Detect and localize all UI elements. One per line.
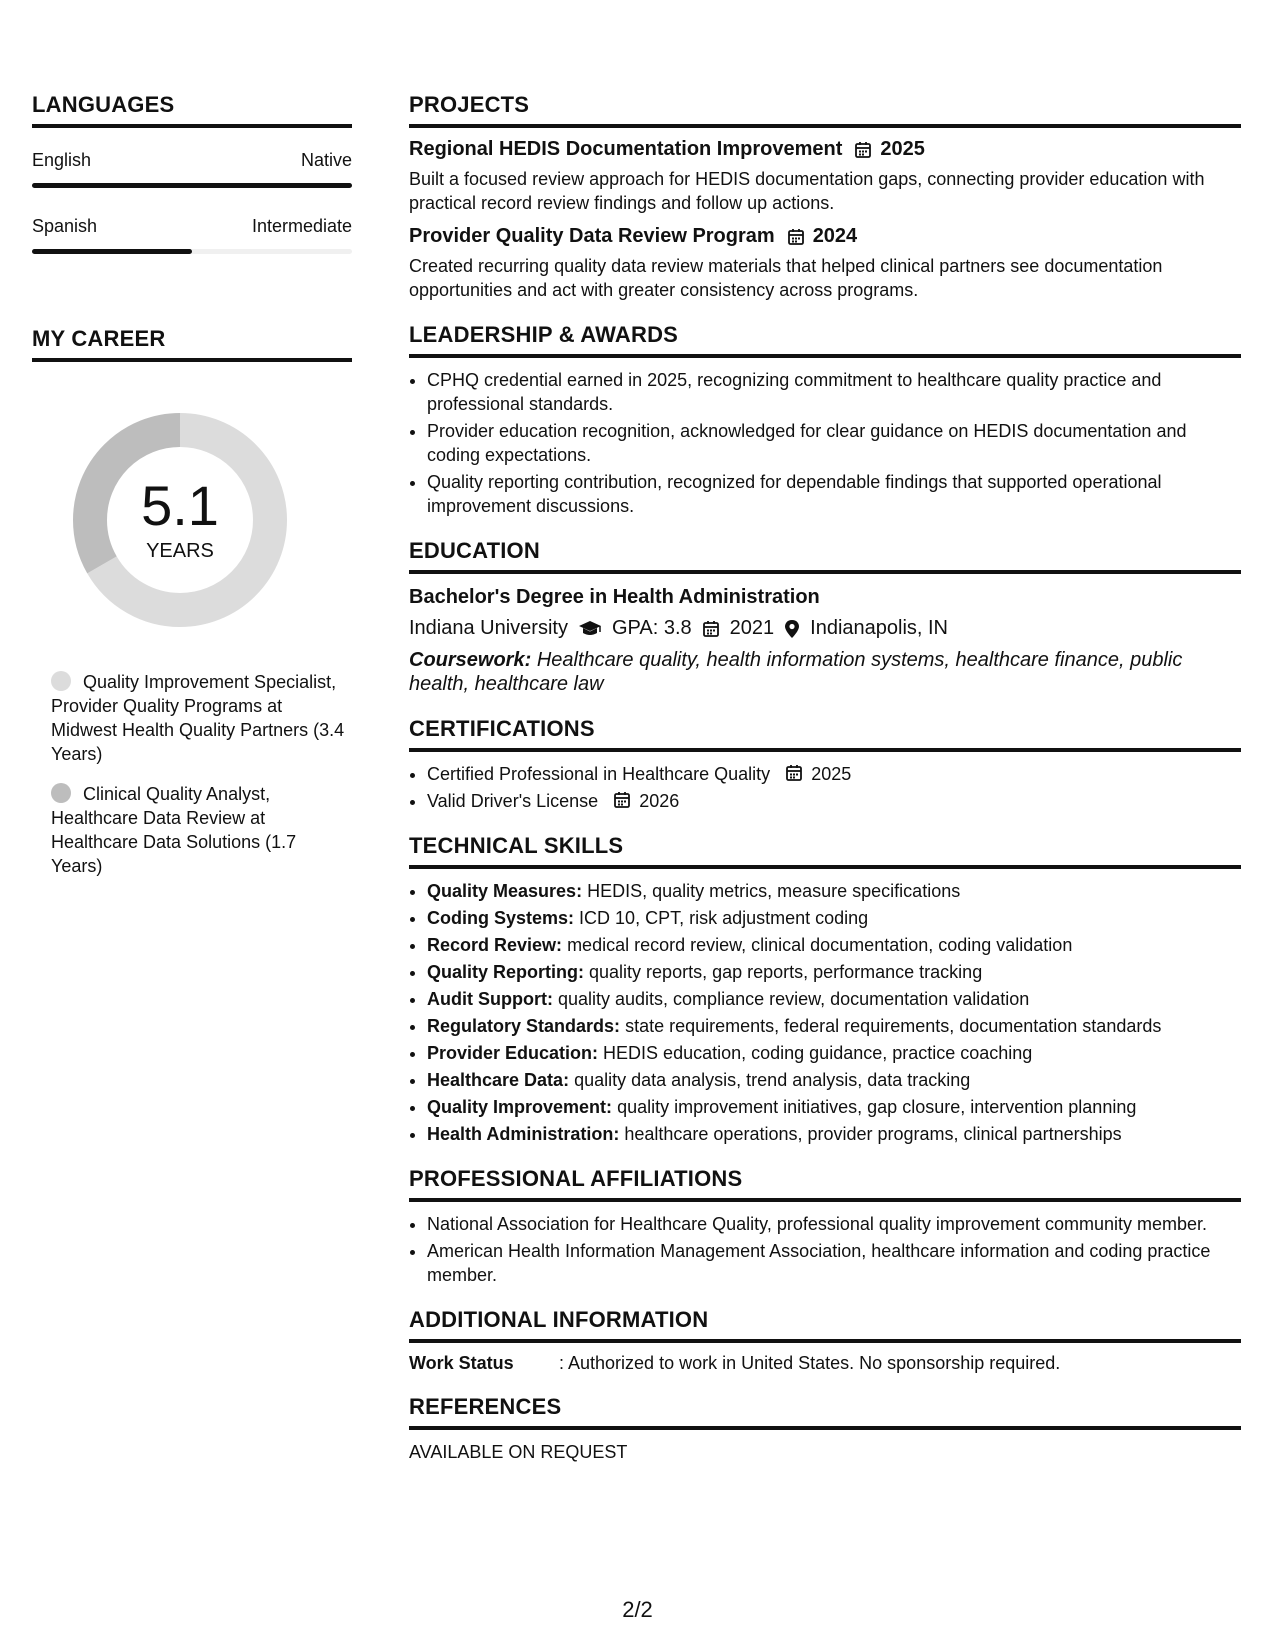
left-column bbox=[32, 92, 352, 894]
skill-item bbox=[427, 879, 1241, 903]
coursework-text: Healthcare quality, health information systems, healthcare finance, public health, healthcare law bbox=[409, 649, 1183, 695]
map-pin-icon bbox=[784, 619, 800, 639]
career-total-unit: YEARS bbox=[146, 539, 214, 562]
career-legend-label: Quality Improvement Specialist, Provider Quality Programs at Midwest Health Quality Partners (3.4 Years) bbox=[51, 672, 345, 764]
language-level-bar bbox=[32, 183, 352, 188]
certification-item bbox=[427, 762, 1241, 786]
skills-title: TECHNICAL SKILLS bbox=[409, 833, 1241, 869]
education-title: EDUCATION bbox=[409, 538, 1241, 574]
references-section bbox=[409, 1394, 1241, 1463]
skill-item bbox=[427, 1095, 1241, 1119]
calendar-icon bbox=[854, 141, 872, 159]
skill-text: medical record review, clinical documentation, coding validation bbox=[567, 935, 1073, 955]
calendar-icon bbox=[613, 791, 631, 809]
skill-text: quality data analysis, trend analysis, data tracking bbox=[574, 1070, 971, 1090]
project-item bbox=[409, 225, 1241, 302]
certifications-section bbox=[409, 716, 1241, 813]
skill-text: quality reports, gap reports, performance tracking bbox=[589, 962, 983, 982]
career-legend bbox=[51, 670, 352, 878]
project-year: 2025 bbox=[880, 138, 925, 160]
skill-item bbox=[427, 933, 1241, 957]
skill-label: Healthcare Data: bbox=[427, 1070, 570, 1090]
skill-label: Coding Systems: bbox=[427, 908, 575, 928]
certification-name: Valid Driver's License bbox=[427, 791, 599, 811]
language-item bbox=[32, 216, 352, 254]
projects-section bbox=[409, 92, 1241, 302]
leadership-title: LEADERSHIP & AWARDS bbox=[409, 322, 1241, 358]
graduation-cap-icon bbox=[578, 620, 602, 638]
language-name: Spanish bbox=[32, 216, 98, 236]
skills-list bbox=[409, 879, 1241, 1146]
education-coursework bbox=[409, 648, 1241, 696]
language-level: Intermediate bbox=[251, 216, 352, 236]
education-degree: Bachelor's Degree in Health Administration bbox=[409, 586, 820, 608]
skills-section bbox=[409, 833, 1241, 1146]
skill-item bbox=[427, 987, 1241, 1011]
right-column bbox=[409, 92, 1241, 1463]
list-item: • Quality reporting contribution, recognized for dependable findings that supported operational improvement discussions. bbox=[427, 470, 1241, 518]
career-legend-item bbox=[51, 670, 352, 766]
list-item: • American Health Information Management Association, healthcare information and coding practice member. bbox=[427, 1239, 1241, 1287]
calendar-icon bbox=[787, 228, 805, 246]
skill-item bbox=[427, 1014, 1241, 1038]
skill-label: Regulatory Standards: bbox=[427, 1016, 621, 1036]
skill-label: Quality Reporting: bbox=[427, 962, 584, 982]
leadership-list bbox=[409, 368, 1241, 518]
project-name: Regional HEDIS Documentation Improvement bbox=[409, 138, 843, 160]
skill-label: Record Review: bbox=[427, 935, 563, 955]
calendar-icon bbox=[702, 620, 720, 638]
skill-label: Provider Education: bbox=[427, 1043, 599, 1063]
certification-item bbox=[427, 789, 1241, 813]
skill-item bbox=[427, 906, 1241, 930]
additional-section bbox=[409, 1307, 1241, 1374]
skill-text: HEDIS education, coding guidance, practice coaching bbox=[603, 1043, 1033, 1063]
list-item: • National Association for Healthcare Quality, professional quality improvement community member. bbox=[427, 1212, 1241, 1236]
skill-item bbox=[427, 1068, 1241, 1092]
certification-year: 2025 bbox=[811, 764, 852, 784]
work-status-row bbox=[409, 1353, 1241, 1374]
skill-text: quality audits, compliance review, documentation validation bbox=[557, 989, 1030, 1009]
career-legend-label: Clinical Quality Analyst, Healthcare Data Review at Healthcare Data Solutions (1.7 Years) bbox=[51, 784, 297, 876]
education-year: 2021 bbox=[729, 617, 775, 639]
skill-text: quality improvement initiatives, gap closure, intervention planning bbox=[617, 1097, 1137, 1117]
additional-title: ADDITIONAL INFORMATION bbox=[409, 1307, 1241, 1343]
career-total-value: 5.1 bbox=[141, 473, 219, 537]
project-description: Created recurring quality data review materials that helped clinical partners see documentation opportunities and act with greater consistency across programs. bbox=[409, 256, 1163, 300]
education-school: Indiana University bbox=[409, 617, 568, 639]
legend-dot-icon bbox=[51, 671, 71, 691]
affiliations-list bbox=[409, 1212, 1241, 1287]
language-level-bar bbox=[32, 249, 352, 254]
skill-text: state requirements, federal requirements, documentation standards bbox=[625, 1016, 1162, 1036]
affiliations-title: PROFESSIONAL AFFILIATIONS bbox=[409, 1166, 1241, 1202]
skill-item bbox=[427, 1041, 1241, 1065]
leadership-section bbox=[409, 322, 1241, 518]
project-name: Provider Quality Data Review Program bbox=[409, 225, 775, 247]
language-item bbox=[32, 150, 352, 188]
certification-year: 2026 bbox=[639, 791, 680, 811]
project-year: 2024 bbox=[812, 225, 858, 247]
skill-item bbox=[427, 960, 1241, 984]
skill-item bbox=[427, 1122, 1241, 1146]
skill-text: ICD 10, CPT, risk adjustment coding bbox=[579, 908, 869, 928]
certification-name: Certified Professional in Healthcare Quality bbox=[427, 764, 771, 784]
skill-text: HEDIS, quality metrics, measure specifications bbox=[587, 881, 961, 901]
references-title: REFERENCES bbox=[409, 1394, 1241, 1430]
certifications-list bbox=[409, 762, 1241, 813]
career-donut-chart bbox=[66, 406, 294, 634]
skill-text: healthcare operations, provider programs, clinical partnerships bbox=[624, 1124, 1122, 1144]
calendar-icon bbox=[785, 764, 803, 782]
skill-label: Audit Support: bbox=[427, 989, 553, 1009]
skill-label: Quality Measures: bbox=[427, 881, 583, 901]
language-level-bar-fill bbox=[32, 183, 352, 188]
legend-dot-icon bbox=[51, 783, 71, 803]
language-name: English bbox=[32, 150, 92, 170]
language-level-bar-fill bbox=[32, 249, 192, 254]
references-text: AVAILABLE ON REQUEST bbox=[409, 1442, 628, 1462]
skill-label: Health Administration: bbox=[427, 1124, 620, 1144]
career-title: MY CAREER bbox=[32, 326, 352, 362]
list-item: • CPHQ credential earned in 2025, recognizing commitment to healthcare quality practice and professional standards. bbox=[427, 368, 1241, 416]
certifications-title: CERTIFICATIONS bbox=[409, 716, 1241, 752]
language-level: Native bbox=[300, 150, 352, 170]
page-number: 2/2 bbox=[622, 1597, 653, 1622]
affiliations-section bbox=[409, 1166, 1241, 1287]
projects-title: PROJECTS bbox=[409, 92, 1241, 128]
skill-label: Quality Improvement: bbox=[427, 1097, 613, 1117]
languages-title: LANGUAGES bbox=[32, 92, 352, 128]
work-status-value: : Authorized to work in United States. No sponsorship required. bbox=[559, 1353, 1061, 1373]
coursework-label: Coursework: bbox=[409, 649, 532, 671]
education-gpa: GPA: 3.8 bbox=[611, 617, 692, 639]
education-section bbox=[409, 538, 1241, 696]
work-status-label: Work Status bbox=[409, 1353, 514, 1373]
list-item: • Provider education recognition, acknowledged for clear guidance on HEDIS documentation and coding expectations. bbox=[427, 419, 1241, 467]
career-legend-item bbox=[51, 782, 352, 878]
education-location: Indianapolis, IN bbox=[810, 617, 949, 639]
project-description: Built a focused review approach for HEDIS documentation gaps, connecting provider education with practical record review findings and follow up actions. bbox=[409, 169, 1205, 213]
project-item bbox=[409, 138, 1241, 215]
